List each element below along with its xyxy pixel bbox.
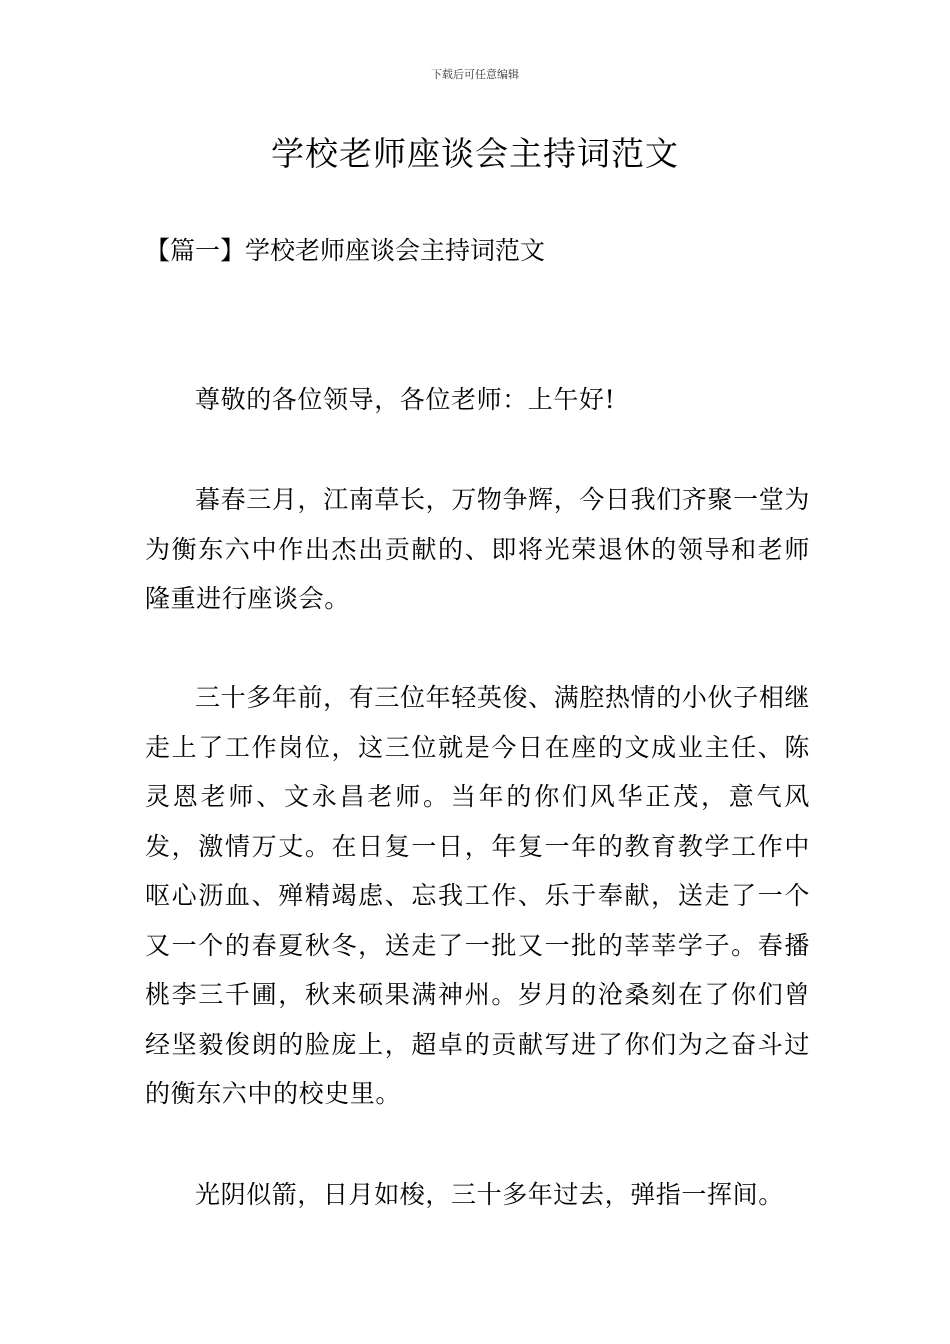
- paragraph-history: 三十多年前，有三位年轻英俊、满腔热情的小伙子相继走上了工作岗位，这三位就是今日在座的文成业主任、陈灵恩老师、文永昌老师。当年的你们风华正茂，意气风发，激情万丈。在日复一日，年复一年的教育教学工作中呕心沥血、殚精竭虑、忘我工作、乐于奉献，送走了一个又一个的春夏秋冬，送走了一批又一批的莘莘学子。春播桃李三千圃，秋来硕果满神州。岁月的沧桑刻在了你们曾经坚毅俊朗的脸庞上，超卓的贡献写进了你们为之奋斗过的衡东六中的校史里。: [145, 683, 810, 1108]
- paragraph-greeting: 尊敬的各位领导，各位老师：上午好!: [195, 385, 616, 414]
- paragraph-intro: 暮春三月，江南草长，万物争辉，今日我们齐聚一堂为为衡东六中作出杰出贡献的、即将光荣退休的领导和老师隆重进行座谈会。: [145, 485, 810, 613]
- header-note: 下载后可任意编辑: [431, 68, 519, 81]
- section-heading: 【篇一】学校老师座谈会主持词范文: [145, 236, 546, 265]
- document-title: 学校老师座谈会主持词范文: [271, 134, 679, 173]
- paragraph-time: 光阴似箭，日月如梭，三十多年过去，弹指一挥间。: [195, 1180, 784, 1209]
